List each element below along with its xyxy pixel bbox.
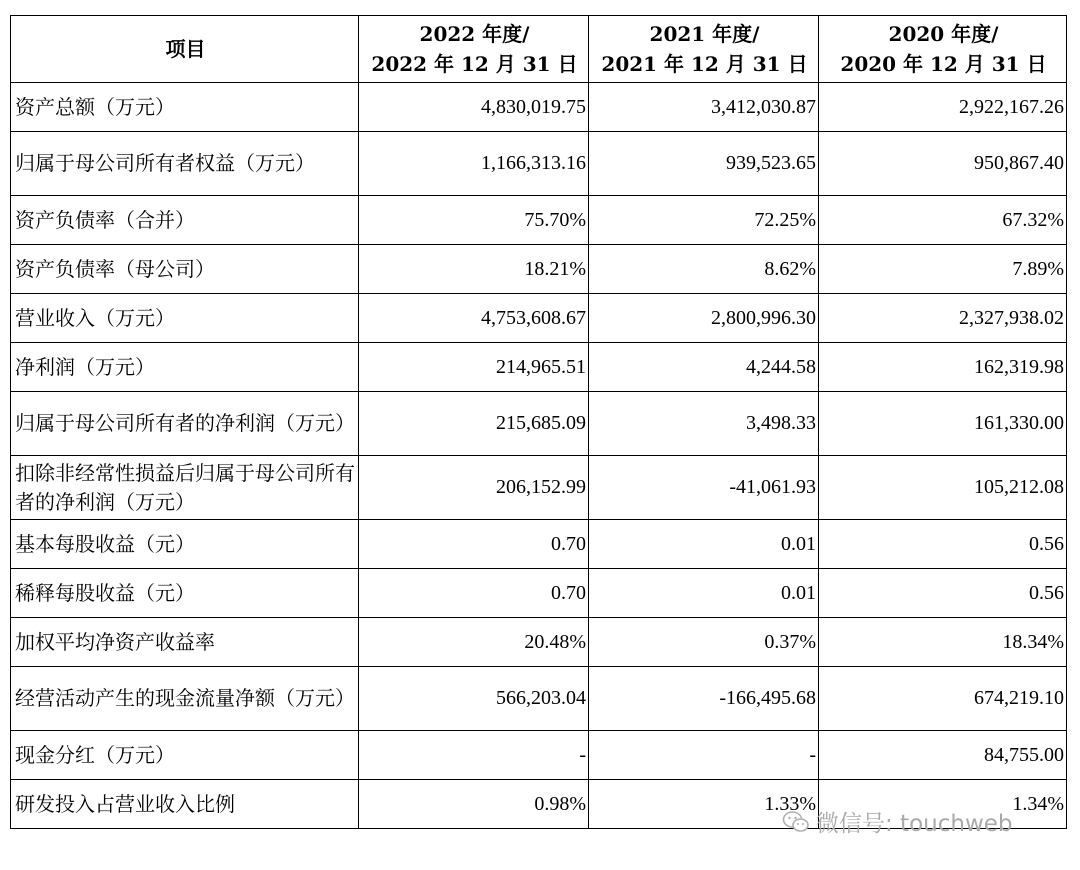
cell-2021: 0.01 — [589, 569, 819, 618]
header-2020-line2: 2020 年 12 月 31 日 — [840, 52, 1047, 76]
table-header-row — [11, 16, 1067, 83]
table-row — [11, 196, 1067, 245]
row-label: 营业收入（万元） — [11, 294, 359, 343]
cell-2021: 3,498.33 — [589, 392, 819, 456]
cell-2021: 0.37% — [589, 618, 819, 667]
cell-2021: 2,800,996.30 — [589, 294, 819, 343]
cell-2020: 1.34% — [819, 780, 1067, 829]
cell-2021: 1.33% — [589, 780, 819, 829]
table-row — [11, 569, 1067, 618]
cell-2020: 0.56 — [819, 520, 1067, 569]
row-label: 经营活动产生的现金流量净额（万元） — [11, 667, 359, 731]
cell-2021: 8.62% — [589, 245, 819, 294]
header-2021-line2: 2021 年 12 月 31 日 — [601, 52, 808, 76]
cell-2022: 20.48% — [359, 618, 589, 667]
header-2022 — [359, 16, 589, 83]
row-label: 研发投入占营业收入比例 — [11, 780, 359, 829]
row-label: 资产负债率（母公司） — [11, 245, 359, 294]
cell-2022: 4,753,608.67 — [359, 294, 589, 343]
row-label: 净利润（万元） — [11, 343, 359, 392]
row-label: 加权平均净资产收益率 — [11, 618, 359, 667]
header-2021-line1: 2021 年度/ — [649, 22, 760, 46]
cell-2020: 162,319.98 — [819, 343, 1067, 392]
header-2020-line1: 2020 年度/ — [888, 22, 999, 46]
row-label: 扣除非经常性损益后归属于母公司所有者的净利润（万元） — [11, 456, 359, 520]
cell-2020: 2,327,938.02 — [819, 294, 1067, 343]
cell-2022: 18.21% — [359, 245, 589, 294]
cell-2021: 3,412,030.87 — [589, 83, 819, 132]
table-row — [11, 618, 1067, 667]
cell-2022: 0.70 — [359, 569, 589, 618]
cell-2022: 214,965.51 — [359, 343, 589, 392]
cell-2020: 2,922,167.26 — [819, 83, 1067, 132]
header-2020 — [819, 16, 1067, 83]
financial-table — [10, 15, 1067, 829]
header-2022-line2: 2022 年 12 月 31 日 — [371, 52, 578, 76]
cell-2020: 161,330.00 — [819, 392, 1067, 456]
row-label: 归属于母公司所有者权益（万元） — [11, 132, 359, 196]
cell-2021: -166,495.68 — [589, 667, 819, 731]
row-label: 现金分红（万元） — [11, 731, 359, 780]
cell-2020: 105,212.08 — [819, 456, 1067, 520]
table-row — [11, 245, 1067, 294]
row-label: 资产总额（万元） — [11, 83, 359, 132]
cell-2021: 939,523.65 — [589, 132, 819, 196]
cell-2022: 566,203.04 — [359, 667, 589, 731]
cell-2020: 0.56 — [819, 569, 1067, 618]
cell-2021: 4,244.58 — [589, 343, 819, 392]
cell-2021: 0.01 — [589, 520, 819, 569]
table-row — [11, 294, 1067, 343]
table-row — [11, 83, 1067, 132]
table-row — [11, 343, 1067, 392]
watermark-text: 微信号: touchweb — [816, 811, 1013, 837]
header-item: 项目 — [11, 16, 359, 83]
header-2021 — [589, 16, 819, 83]
table-row — [11, 132, 1067, 196]
cell-2021: - — [589, 731, 819, 780]
wechat-icon — [782, 810, 810, 834]
table-row — [11, 392, 1067, 456]
row-label: 稀释每股收益（元） — [11, 569, 359, 618]
row-label: 归属于母公司所有者的净利润（万元） — [11, 392, 359, 456]
cell-2020: 84,755.00 — [819, 731, 1067, 780]
table-row — [11, 456, 1067, 520]
table-row — [11, 731, 1067, 780]
cell-2022: 4,830,019.75 — [359, 83, 589, 132]
table-row — [11, 520, 1067, 569]
row-label: 基本每股收益（元） — [11, 520, 359, 569]
cell-2022: 215,685.09 — [359, 392, 589, 456]
wechat-watermark — [782, 805, 1013, 838]
cell-2020: 950,867.40 — [819, 132, 1067, 196]
row-label: 资产负债率（合并） — [11, 196, 359, 245]
cell-2022: 0.98% — [359, 780, 589, 829]
cell-2022: 75.70% — [359, 196, 589, 245]
cell-2020: 67.32% — [819, 196, 1067, 245]
cell-2022: 1,166,313.16 — [359, 132, 589, 196]
cell-2021: -41,061.93 — [589, 456, 819, 520]
cell-2021: 72.25% — [589, 196, 819, 245]
cell-2022: - — [359, 731, 589, 780]
cell-2022: 0.70 — [359, 520, 589, 569]
cell-2020: 18.34% — [819, 618, 1067, 667]
header-2022-line1: 2022 年度/ — [419, 22, 530, 46]
cell-2022: 206,152.99 — [359, 456, 589, 520]
cell-2020: 674,219.10 — [819, 667, 1067, 731]
cell-2020: 7.89% — [819, 245, 1067, 294]
table-row — [11, 667, 1067, 731]
